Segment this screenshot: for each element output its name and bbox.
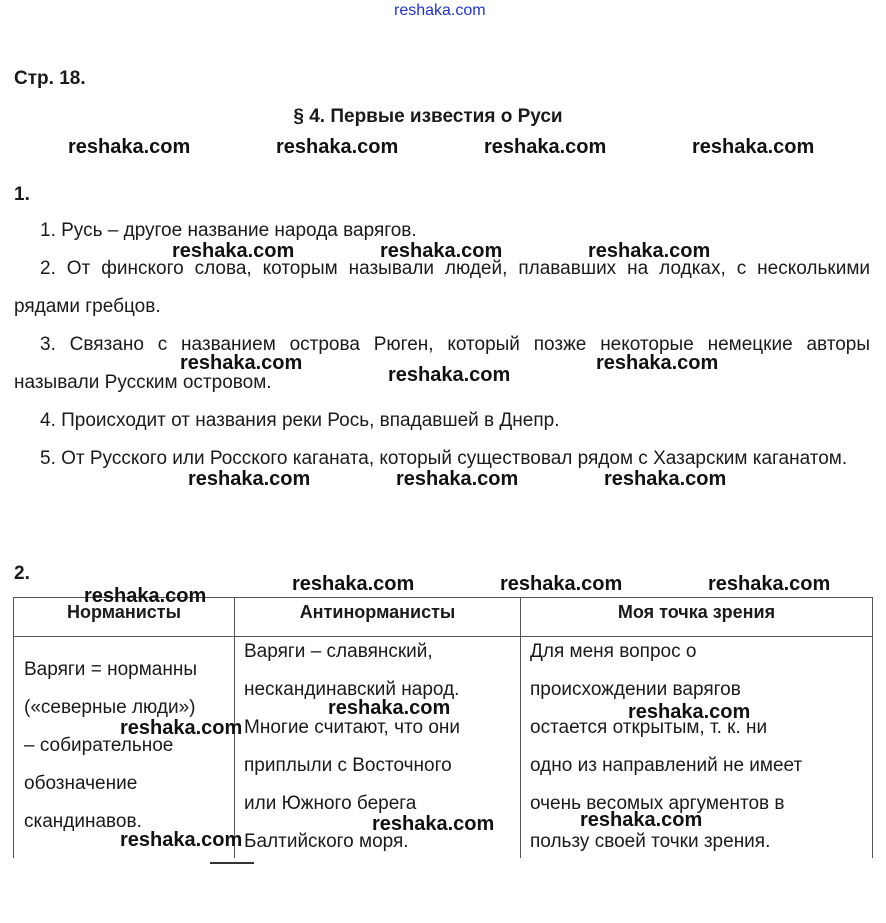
watermark: reshaka.com [380, 240, 503, 262]
page-number: Стр. 18. [14, 68, 86, 89]
table-header-antinormanists: Антинорманисты [299, 602, 456, 622]
watermark: reshaka.com [328, 697, 451, 719]
watermark: reshaka.com [588, 240, 711, 262]
watermark: reshaka.com [372, 813, 495, 835]
column-divider [520, 598, 521, 858]
watermark: reshaka.com [188, 468, 311, 490]
watermark: reshaka.com [84, 585, 207, 607]
section-title: § 4. Первые известия о Руси [293, 106, 563, 127]
bottom-line-mark [210, 862, 254, 864]
table-cell-antinormanists: Варяги – славянский, нескандинавский народ. Многие считают, что они приплыли с Восточного или Южного берега Балтийского моря. [244, 641, 461, 852]
watermark: reshaka.com [172, 240, 295, 262]
watermark: reshaka.com [388, 364, 511, 386]
watermark: reshaka.com [604, 468, 727, 490]
watermark: reshaka.com [692, 136, 815, 158]
table-cell-my-view: Для меня вопрос о происхождении варягов остается открытым, т. к. ни одно из направлений не имеет очень весомых аргументов в пользу своей точки зрения. [530, 641, 803, 852]
table-header-my-view: Моя точка зрения [617, 602, 776, 622]
question-2-number: 2. [14, 563, 30, 584]
watermark: reshaka.com [596, 352, 719, 374]
watermark: reshaka.com [120, 829, 243, 851]
q1-item-5: 5. От Русского или Росского каганата, который существовал рядом с Хазарским каганатом. [40, 448, 848, 469]
site-watermark-top: reshaka.com [394, 2, 486, 19]
watermark: reshaka.com [292, 573, 415, 595]
watermark: reshaka.com [484, 136, 607, 158]
watermark: reshaka.com [708, 573, 831, 595]
q1-item-2: 2. От финского слова, которым называли людей, плававших на лодках, с несколькими рядами гребцов. [14, 258, 870, 317]
watermark: reshaka.com [276, 136, 399, 158]
watermark: reshaka.com [500, 573, 623, 595]
table-cell-normanists: Варяги = норманны («северные люди») – собирательное обозначение скандинавов. [24, 659, 197, 832]
watermark: reshaka.com [628, 701, 751, 723]
q1-item-1: 1. Русь – другое название народа варягов. [40, 220, 417, 241]
q1-item-3: 3. Связано с названием острова Рюген, который позже некоторые немецкие авторы называли Русским островом. [14, 334, 870, 393]
watermark: reshaka.com [68, 136, 191, 158]
watermark: reshaka.com [580, 809, 703, 831]
watermark: reshaka.com [396, 468, 519, 490]
table-header-normanists: Норманисты [67, 602, 181, 622]
watermark: reshaka.com [180, 352, 303, 374]
question-1-number: 1. [14, 184, 30, 205]
q1-item-4: 4. Происходит от названия реки Рось, впадавшей в Днепр. [40, 410, 560, 431]
watermark: reshaka.com [120, 717, 243, 739]
